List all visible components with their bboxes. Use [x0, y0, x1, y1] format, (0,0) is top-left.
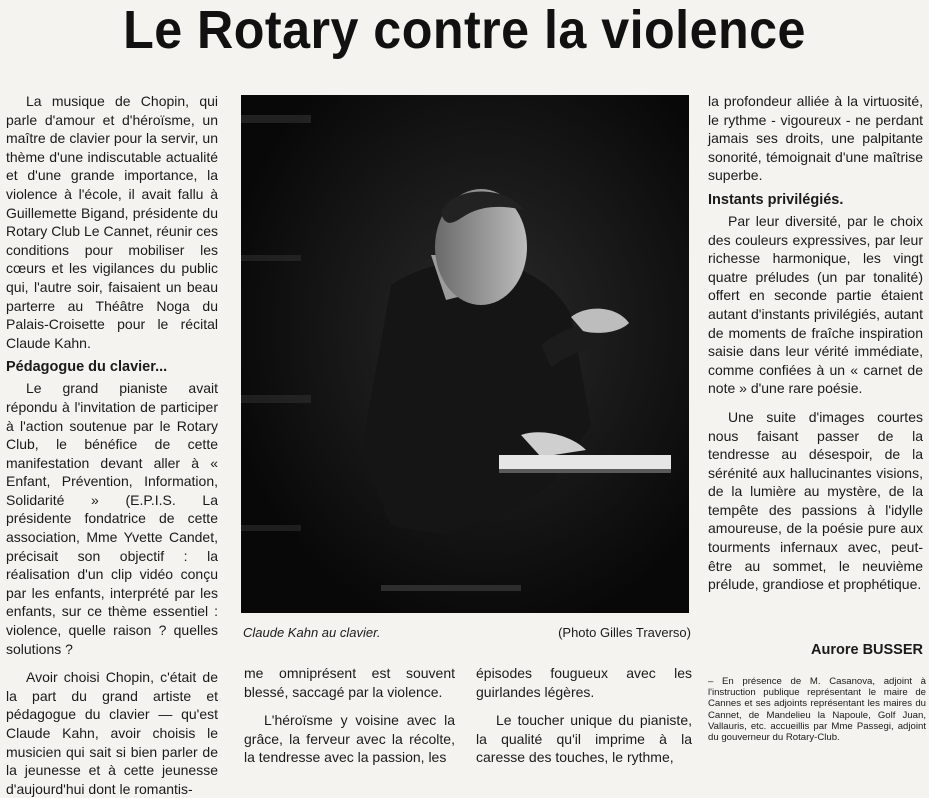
paragraph: Avoir choisi Chopin, c'était de la part du grand artiste et pédagogue du clavier — qu'est Claude Kahn, avoir choisis le musicien qui sait si bien parler de la jeunesse et à cette jeunesse d'aujourd'hui dont le romantis- — [6, 669, 218, 797]
paragraph: Par leur diversité, par le choix des couleurs expressives, par leur richesse harmonique, les vingt quatre préludes (un par tonalité) offert en seconde partie étaient autant d'instants privilégiés, autant de moments de fraîche inspiration saisie dans leur vérité immédiate, comme confiées à un « carnet de note » d'une rare poésie. — [708, 212, 923, 397]
footnote: – En présence de M. Casanova, adjoint à l'instruction publique représentant le maire de Cannes et ses adjoints représentant les maires du Cannet, de Mandelieu la Napoule, Golf Juan, Vallauris, etc. accueillis par Mme Passegi, adjoint du gouverneur du Rotary-Club. — [708, 676, 926, 744]
paragraph: la profondeur alliée à la virtuosité, le rythme - vigoureux - ne perdant jamais ses droits, une palpitante sonorité, témoignait d'une maîtrise superbe. — [708, 93, 923, 184]
paragraph: me omniprésent est souvent blessé, saccagé par la violence. — [244, 665, 455, 700]
paragraph: Une suite d'images courtes nous faisant passer de la tendresse au désespoir, de la sérénité aux hallucinantes visions, de la lumière au mystère, de la tempête des passions à l'idylle amoureuse, de la poésie pure aux tourments infernaux avec, peut-être au sommet, le neuvième prélude, grandiose et prophétique. — [708, 408, 923, 593]
subheading: Instants privilégiés. — [708, 191, 844, 208]
author-signature: Aurore BUSSER — [811, 642, 923, 658]
pianist-photo — [241, 95, 689, 613]
column-2 — [244, 664, 455, 767]
paragraph: Le toucher unique du pianiste, la qualité qu'il imprime à la caresse des touches, le rythme, — [476, 712, 692, 766]
photo-caption — [243, 623, 691, 643]
column-3 — [476, 664, 692, 767]
paragraph: La musique de Chopin, qui parle d'amour et d'héroïsme, un maître de clavier pour la servir, un thème d'une indiscutable actualité et d'une grande importance, la violence à l'école, il avait fallu à Guillemette Bigand, présidente du Rotary Club Le Cannet, réunir ces conditions pour mobiliser les cœurs et les vigilances du public qui, l'autre soir, faisaient un beau parterre au Théâtre Noga du Palais-Croisette pour le récital Claude Kahn. — [6, 93, 218, 351]
paragraph: Le grand pianiste avait répondu à l'invitation de participer à l'action soutenue par le Rotary Club, le bénéfice de cette manifestation devant aller à « Enfant, Prévention, Information, Solidarité » (E.P.I.S. La présidente fondatrice de cette association, Mme Yvette Candet, précisait son objectif : la réalisation d'un clip vidéo conçu par les enfants, interprété par les enfants, sur ce thème essentiel : violence, quelle raison ? quelles solutions ? — [6, 380, 218, 657]
headline: Le Rotary contre la violence — [123, 0, 806, 60]
subheading: Pédagogue du clavier... — [6, 359, 168, 376]
paragraph: épisodes fougueux avec les guirlandes légères. — [476, 665, 692, 700]
photo-credit: (Photo Gilles Traverso) — [558, 625, 691, 640]
photo-image — [241, 95, 689, 613]
column-4 — [708, 92, 923, 594]
paragraph: L'héroïsme y voisine avec la grâce, la ferveur avec la récolte, la tendresse avec la passion, les — [244, 712, 455, 766]
column-1 — [6, 92, 218, 798]
caption-text: Claude Kahn au clavier. — [243, 625, 381, 640]
